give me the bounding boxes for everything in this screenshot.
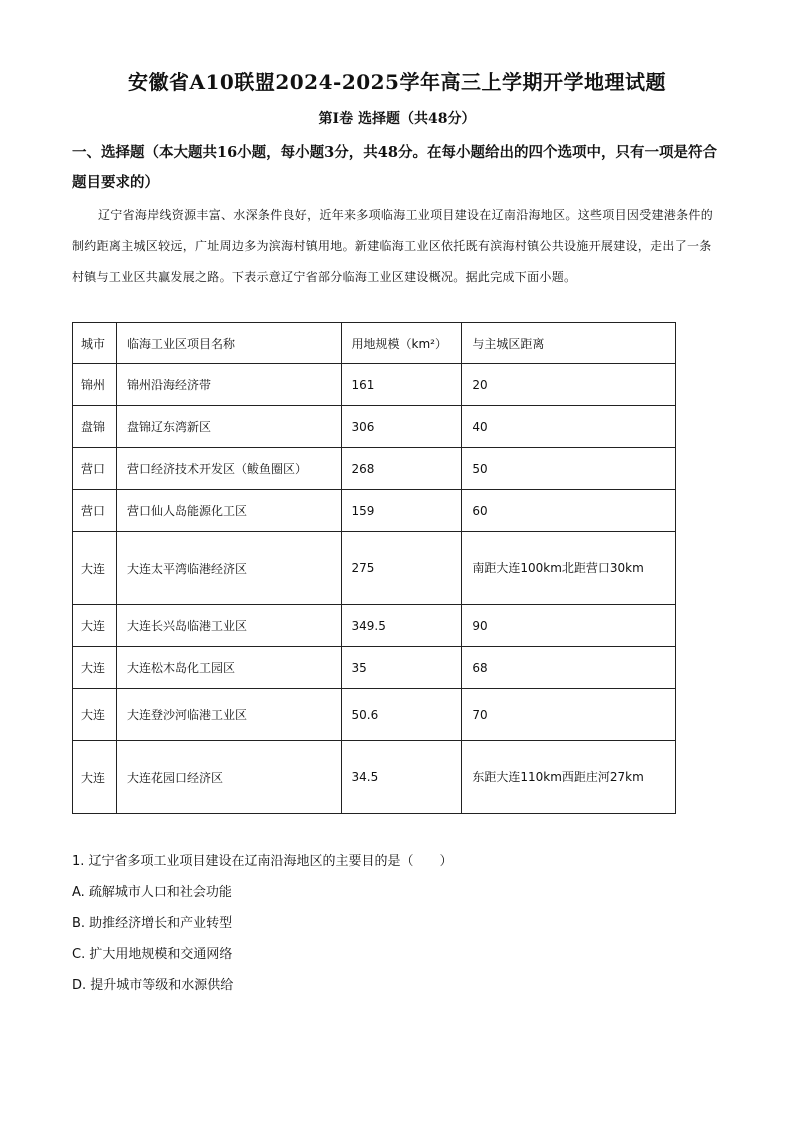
cell-name: 大连登沙河临港工业区 [116, 689, 341, 741]
cell-area: 35 [341, 647, 462, 689]
cell-city: 大连 [73, 741, 117, 814]
cell-city: 营口 [73, 448, 117, 490]
table-header-row [73, 323, 676, 364]
cell-distance: 20 [462, 364, 676, 406]
cell-area: 268 [341, 448, 462, 490]
table-row [73, 605, 676, 647]
cell-city: 大连 [73, 532, 117, 605]
cell-area: 275 [341, 532, 462, 605]
industrial-zones-table [72, 322, 676, 814]
table-row [73, 741, 676, 814]
table-row [73, 532, 676, 605]
cell-distance: 90 [462, 605, 676, 647]
cell-distance: 68 [462, 647, 676, 689]
cell-name: 大连松木岛化工园区 [116, 647, 341, 689]
cell-name: 大连长兴岛临港工业区 [116, 605, 341, 647]
cell-name: 大连太平湾临港经济区 [116, 532, 341, 605]
header-distance: 与主城区距离 [462, 323, 676, 364]
table-row [73, 448, 676, 490]
cell-area: 349.5 [341, 605, 462, 647]
cell-distance: 50 [462, 448, 676, 490]
cell-distance: 70 [462, 689, 676, 741]
option-d: D. 提升城市等级和水源供给 [72, 978, 234, 993]
header-city: 城市 [73, 323, 117, 364]
cell-area: 50.6 [341, 689, 462, 741]
header-area: 用地规模（km²） [341, 323, 462, 364]
header-name: 临海工业区项目名称 [116, 323, 341, 364]
cell-city: 大连 [73, 605, 117, 647]
document-title: 安徽省A10联盟2024-2025学年高三上学期开学地理试题 [128, 70, 666, 94]
cell-city: 营口 [73, 490, 117, 532]
cell-city: 盘锦 [73, 406, 117, 448]
cell-distance: 南距大连100km北距营口30km [462, 532, 676, 605]
table-row [73, 490, 676, 532]
part-subtitle: 第Ⅰ卷 选择题（共48分） [318, 111, 476, 127]
intro-paragraph: 辽宁省海岸线资源丰富、水深条件良好，近年来多项临海工业项目建设在辽南沿海地区。这些项目因受建港条件的制约距离主城区较远，广址周边多为滨海村镇用地。新建临海工业区依托既有滨海村镇公共设施开展建设，走出了一条村镇与工业区共赢发展之路。下表示意辽宁省部分临海工业区建设概况。据此完成下面小题。 [72, 208, 714, 284]
option-b: B. 助推经济增长和产业转型 [72, 916, 233, 931]
option-c: C. 扩大用地规模和交通网络 [72, 947, 233, 962]
cell-area: 306 [341, 406, 462, 448]
section-heading: 一、选择题（本大题共16小题，每小题3分，共48分。在每小题给出的四个选项中，只有一项是符合题目要求的） [72, 144, 717, 191]
option-a: A. 疏解城市人口和社会功能 [72, 885, 232, 900]
question-stem: 1. 辽宁省多项工业项目建设在辽南沿海地区的主要目的是（ ） [72, 854, 453, 869]
cell-name: 营口仙人岛能源化工区 [116, 490, 341, 532]
cell-distance: 40 [462, 406, 676, 448]
cell-area: 159 [341, 490, 462, 532]
cell-name: 锦州沿海经济带 [116, 364, 341, 406]
cell-name: 大连花园口经济区 [116, 741, 341, 814]
cell-distance: 60 [462, 490, 676, 532]
cell-city: 大连 [73, 689, 117, 741]
table-row [73, 364, 676, 406]
cell-area: 161 [341, 364, 462, 406]
cell-name: 营口经济技术开发区（鲅鱼圈区） [116, 448, 341, 490]
cell-area: 34.5 [341, 741, 462, 814]
cell-city: 锦州 [73, 364, 117, 406]
cell-city: 大连 [73, 647, 117, 689]
question-1 [72, 852, 722, 1007]
table-row [73, 406, 676, 448]
table-row [73, 647, 676, 689]
cell-name: 盘锦辽东湾新区 [116, 406, 341, 448]
cell-distance: 东距大连110km西距庄河27km [462, 741, 676, 814]
table-row [73, 689, 676, 741]
